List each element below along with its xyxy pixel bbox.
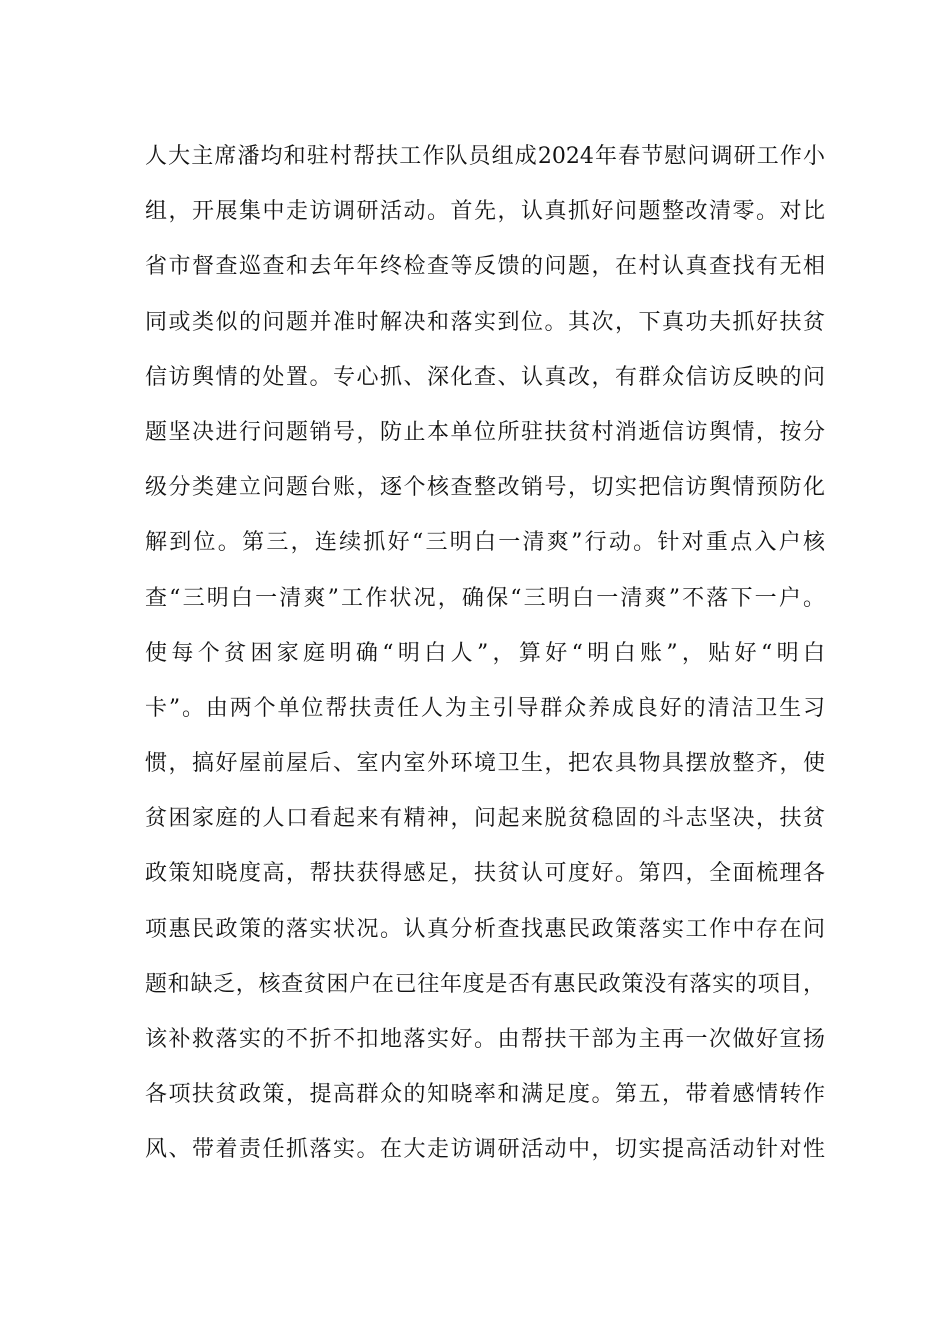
text-line: 同或类似的问题并准时解决和落实到位。其次，下真功夫抓好扶贫 [145, 309, 825, 335]
text-line: 使每个贫困家庭明确“明白人”，算好“明白账”，贴好“明白 [145, 640, 825, 666]
text-line: 该补救落实的不折不扣地落实好。由帮扶干部为主再一次做好宣扬 [145, 1027, 825, 1052]
body-text [145, 133, 825, 1182]
text-line: 省市督查巡查和去年年终检查等反馈的问题，在村认真查找有无相 [145, 254, 825, 280]
text-line: 风、带着责任抓落实。在大走访调研活动中，切实提高活动针对性 [145, 1137, 825, 1163]
text-line: 级分类建立问题台账，逐个核查整改销号，切实把信访舆情预防化 [145, 475, 825, 501]
text-line: 政策知晓度高，帮扶获得感足，扶贫认可度好。第四，全面梳理各 [145, 861, 825, 887]
text-line: 卡”。由两个单位帮扶责任人为主引导群众养成良好的清洁卫生习 [145, 695, 825, 721]
text-line: 查“三明白一清爽”工作状况，确保“三明白一清爽”不落下一户。 [145, 585, 825, 611]
text-line: 人大主席潘均和驻村帮扶工作队员组成2024年春节慰问调研工作小 [145, 144, 825, 169]
text-line: 信访舆情的处置。专心抓、深化查、认真改，有群众信访反映的问 [145, 364, 825, 390]
text-line: 项惠民政策的落实状况。认真分析查找惠民政策落实工作中存在问 [145, 916, 825, 942]
text-line: 各项扶贫政策，提高群众的知晓率和满足度。第五，带着感情转作 [145, 1082, 825, 1108]
text-line: 题坚决进行问题销号，防止本单位所驻扶贫村消逝信访舆情，按分 [145, 419, 825, 445]
text-line: 贫困家庭的人口看起来有精神，问起来脱贫稳固的斗志坚决，扶贫 [145, 806, 825, 832]
text-line: 惯，搞好屋前屋后、室内室外环境卫生，把农具物具摆放整齐，使 [145, 751, 825, 777]
text-line: 组，开展集中走访调研活动。首先，认真抓好问题整改清零。对比 [145, 199, 825, 225]
text-line: 题和缺乏，核查贫困户在已往年度是否有惠民政策没有落实的项目， [145, 971, 825, 997]
text-line: 解到位。第三，连续抓好“三明白一清爽”行动。针对重点入户核 [145, 530, 825, 556]
